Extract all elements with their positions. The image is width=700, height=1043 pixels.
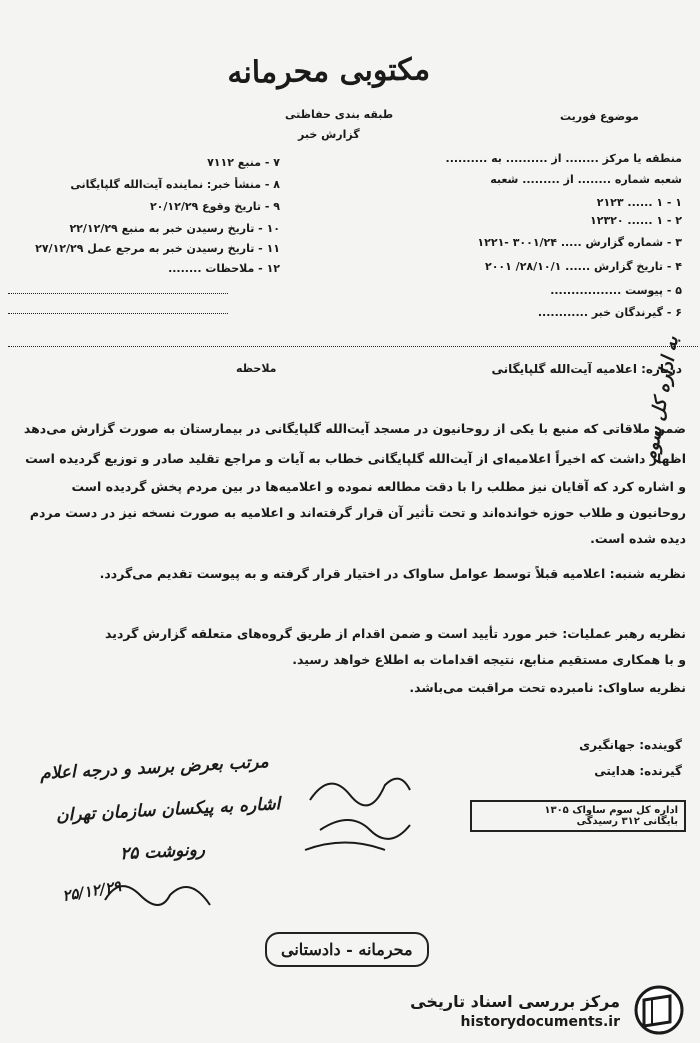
dotted-line [8, 292, 228, 294]
field-origin: ۸ - منشأ خبر: نماینده آیت‌الله گلپایگانی [70, 178, 280, 191]
handwritten-signature [100, 870, 220, 930]
handwritten-date: ۲۵/۱۲/۲۹ [60, 876, 123, 906]
margin-note: به اداره کل سوم [640, 334, 683, 464]
watermark-title: مرکز بررسی اسناد تاریخی [410, 992, 620, 1011]
field-recipients: ۶ - گیرندگان خبر ............ [537, 306, 682, 319]
stamp-line: اداره کل سوم ساواک ۱۳۰۵ [544, 805, 678, 816]
watermark-url: historydocuments.ir [460, 1014, 620, 1030]
field-attachment: ۵ - پیوست ................. [550, 284, 682, 297]
field-event-date: ۹ - تاریخ وقوع ۲۰/۱۲/۲۹ [149, 200, 280, 213]
field-report-date: ۴ - تاریخ گزارش ...... ۲۸/۱۰/۱/ ۲۰۰۱ [484, 260, 682, 273]
field-source: ۷ - منبع ۷۱۱۲ [207, 156, 280, 169]
receiver-signature: گیرنده: هدایتی [594, 764, 682, 778]
field-received-date: ۱۰ - تاریخ رسیدن خبر به منبع ۲۲/۱۲/۲۹ [69, 222, 280, 235]
body-line: نظریه رهبر عملیات: خبر مورد تأیید است و ضمن اقدام از طریق گروه‌های متعلقه گزارش گردید [105, 626, 686, 641]
field-2: ۲ - ۱ ...... ۱۲۳۲۰ [590, 214, 682, 227]
handwritten-note: رونوشت ۲۵ [119, 839, 206, 865]
body-line: دیده شده است. [590, 531, 686, 546]
handwritten-note: مرتب بعرض برسد و درجه اعلام [39, 752, 270, 784]
archive-logo-icon [630, 984, 688, 1036]
subject-line: درباره: اعلامیه آیت‌الله گلپایگانی [491, 362, 682, 376]
field-1: ۱ - ۱ ...... ۲۱۲۳ [596, 196, 682, 209]
confidential-stamp: محرمانه - دادستانی [265, 932, 429, 967]
report-type: گزارش خبر [298, 128, 360, 141]
field-branch: شعبه شماره ........ از ......... شعبه [490, 173, 682, 186]
body-line: اظهار داشت که اخیراً اعلامیه‌ای از آیت‌الله گلپایگانی خطاب به آیات و مراجع تقلید صادر و توزیع گردیده است [25, 451, 686, 466]
body-line: روحانیون و طلاب حوزه خوانده‌اند و تحت تأثیر آن قرار گرفته‌اند و اعلامیه به صورت نسخه نیز در دست مردم [29, 505, 686, 520]
field-notes: ۱۲ - ملاحظات ........ [168, 262, 280, 275]
source-signature: گوینده: جهانگیری [579, 738, 682, 752]
registry-stamp [470, 800, 686, 832]
field-region: منطقه یا مرکز ........ از .......... به .......... [445, 152, 682, 165]
body-line: نظریه شنبه: اعلامیه قبلاً توسط عوامل ساواک در اختیار قرار گرفته و به پیوست تقدیم می‌گردد. [99, 566, 686, 581]
handwritten-note: اشاره به پیکسان سازمان تهران [55, 794, 281, 826]
classification-label: طبقه بندی حفاظتی [285, 108, 394, 121]
document-title: مکتوبی محرمانه [227, 52, 431, 91]
dotted-line [8, 312, 228, 314]
field-report-number: ۳ - شماره گزارش ..... ۳۰۰۱/۲۴ -۱۲۲۱ [477, 236, 682, 249]
handwritten-signature [300, 760, 450, 870]
body-line: ضمن ملاقاتی که منبع با یکی از روحانیون در مسجد آیت‌الله گلپایگانی در بیمارستان به صورت گزارش می‌دهد [23, 421, 686, 436]
body-line: و اشاره کرد که آقایان نیز مطلب را با دقت مطالعه نموده و اعلامیه‌ها در بین مردم پخش گردیده است [71, 479, 686, 494]
urgency-label: موضوع فوریت [560, 110, 639, 123]
stamp-line: بایگانی ۳۱۲ رسیدگی [576, 816, 678, 827]
body-line: نظریه ساواک: نامبرده تحت مراقبت می‌باشد. [409, 680, 686, 695]
subject-side-label: ملاحظه [236, 362, 277, 375]
body-line: و با همکاری مستقیم منابع، نتیجه اقدامات به اطلاع خواهد رسید. [292, 652, 686, 667]
field-action-date: ۱۱ - تاریخ رسیدن خبر به مرجع عمل ۲۷/۱۲/۲۹ [35, 242, 280, 255]
separator [8, 346, 698, 347]
